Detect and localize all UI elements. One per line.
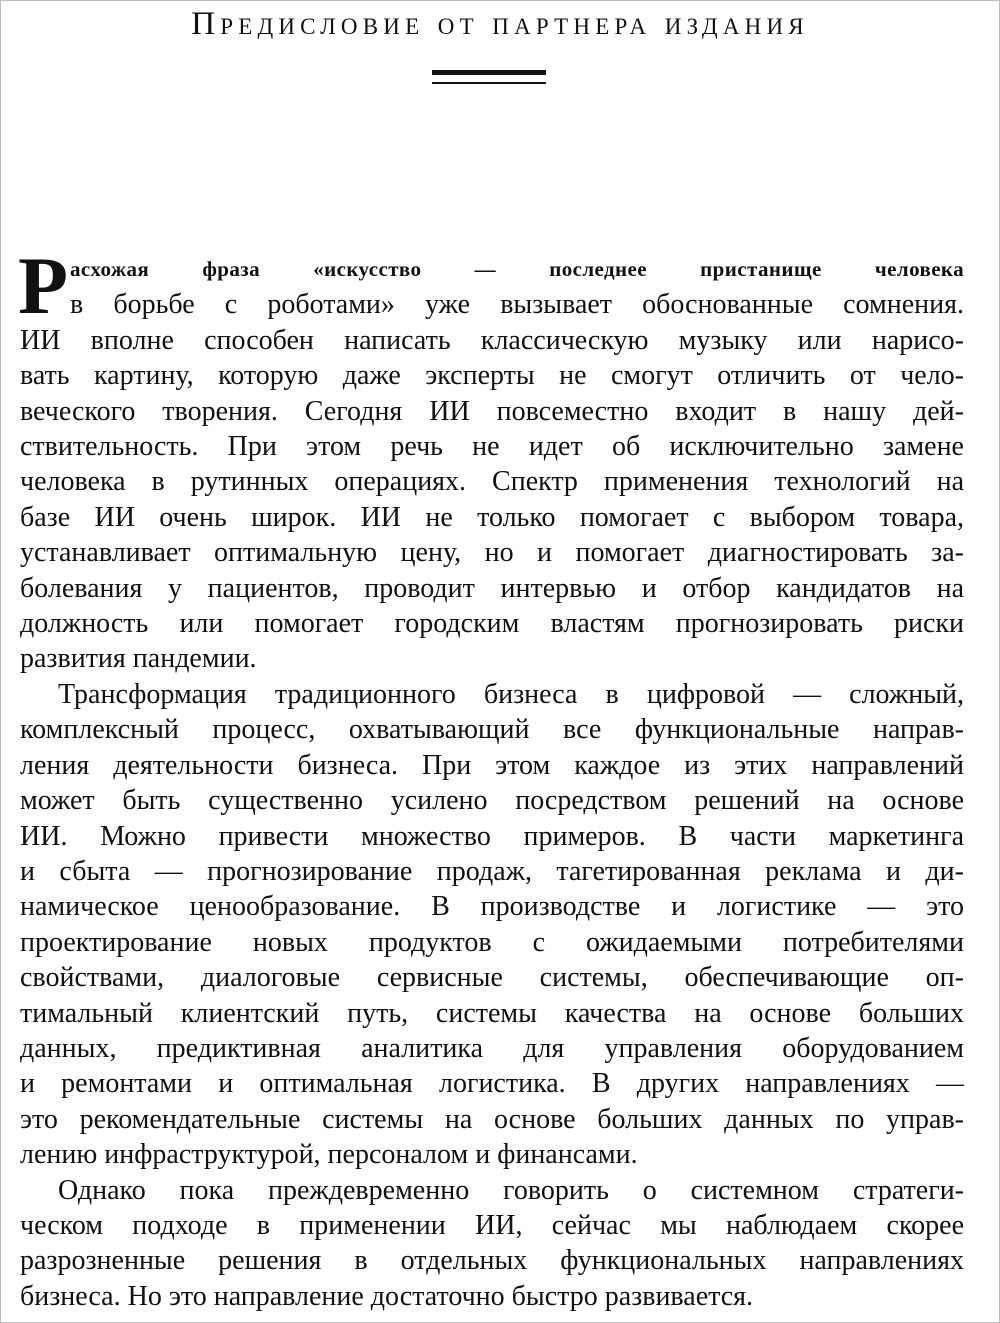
page-title: Предисловие от партнера издания	[191, 6, 809, 42]
drop-cap: Р	[18, 240, 69, 331]
text-line: Однако пока преждевременно говорить о системном стратеги-	[58, 1174, 964, 1206]
text-line: вать картину, которую даже эксперты не смогут отличить от чело-	[20, 360, 964, 392]
text-line: бизнеса. Но это направление достаточно быстро развивается.	[20, 1280, 754, 1312]
paragraph-2	[20, 677, 964, 1173]
text-line: веческого творения. Сегодня ИИ повсеместно входит в нашу дей-	[20, 395, 964, 427]
text-line: проектирование новых продуктов с ожидаемыми потребителями	[20, 926, 964, 958]
text-line: ИИ вполне способен написать классическую музыку или нарисо-	[20, 324, 964, 356]
text-line: намическое ценообразование. В производстве и логистике — это	[20, 891, 964, 923]
text-line: разрозненные решения в отдельных функциональных направлениях	[20, 1245, 964, 1277]
text-line: и сбыта — прогнозирование продаж, тагетированная реклама и ди-	[20, 855, 964, 887]
text-line: это рекомендательные системы на основе больших данных по управ-	[20, 1103, 964, 1135]
title-rule-thin	[432, 82, 546, 84]
text-line: в борьбе с роботами» уже вызывает обоснованные сомнения.	[70, 289, 964, 321]
text-line: болевания у пациентов, проводит интервью и отбор кандидатов на	[20, 572, 964, 604]
text-line: устанавливает оптимальную цену, но и помогает диагностировать за-	[20, 537, 964, 569]
title-rule-thick	[432, 70, 546, 75]
text-line: может быть существенно усилено посредством решений на основе	[20, 785, 964, 817]
text-line: Трансформация традиционного бизнеса в цифровой — сложный,	[58, 678, 964, 710]
article-body	[18, 240, 964, 1314]
paragraph-1	[18, 240, 964, 677]
text-line: и ремонтами и оптимальная логистика. В других направлениях —	[20, 1068, 964, 1100]
text-line: должность или помогает городским властям прогнозировать риски	[20, 608, 964, 640]
paragraph-3	[20, 1173, 964, 1315]
text-line: человека в рутинных операциях. Спектр применения технологий на	[20, 466, 964, 498]
text-line: комплексный процесс, охватывающий все функциональные направ-	[20, 714, 964, 746]
text-line: ИИ. Можно привести множество примеров. В части маркетинга	[20, 820, 964, 852]
text-line: ствительность. При этом речь не идет об исключительно замене	[20, 431, 964, 463]
text-line: тимальный клиентский путь, системы качества на основе больших	[20, 997, 964, 1029]
text-line: развития пандемии.	[20, 643, 257, 675]
text-line: ления деятельности бизнеса. При этом каждое из этих направлений	[20, 749, 964, 781]
text-line: лению инфраструктурой, персоналом и финансами.	[20, 1139, 638, 1171]
lead-small-caps-line: асхожая фраза «искусство — последнее пристанище человека	[70, 257, 964, 281]
text-line: базе ИИ очень широк. ИИ не только помогает с выбором товара,	[20, 501, 964, 533]
text-line: данных, предиктивная аналитика для управления оборудованием	[20, 1032, 964, 1064]
text-line: свойствами, диалоговые сервисные системы, обеспечивающие оп-	[20, 962, 964, 994]
text-line: ческом подходе в применении ИИ, сейчас мы наблюдаем скорее	[20, 1209, 964, 1241]
